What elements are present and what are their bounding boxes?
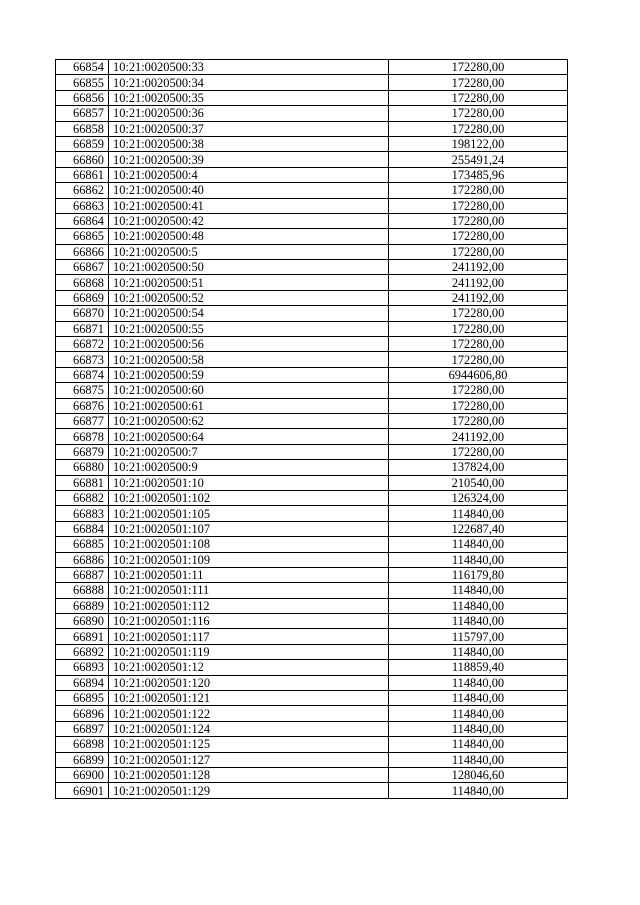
cadastral-number-cell: 10:21:0020500:41 bbox=[109, 198, 389, 213]
row-number-cell: 66894 bbox=[56, 675, 109, 690]
row-number-cell: 66863 bbox=[56, 198, 109, 213]
cadastral-number-cell: 10:21:0020501:107 bbox=[109, 521, 389, 536]
table-row bbox=[56, 552, 568, 567]
row-number-cell: 66862 bbox=[56, 183, 109, 198]
row-number-cell: 66881 bbox=[56, 475, 109, 490]
row-number-cell: 66896 bbox=[56, 706, 109, 721]
cadastral-number-cell: 10:21:0020501:105 bbox=[109, 506, 389, 521]
cadastral-number-cell: 10:21:0020501:11 bbox=[109, 567, 389, 582]
table-row bbox=[56, 260, 568, 275]
row-number-cell: 66897 bbox=[56, 721, 109, 736]
table-row bbox=[56, 737, 568, 752]
cadastral-value-cell: 6944606,80 bbox=[389, 367, 568, 382]
row-number-cell: 66856 bbox=[56, 90, 109, 105]
table-row bbox=[56, 183, 568, 198]
table-row bbox=[56, 660, 568, 675]
table-row bbox=[56, 244, 568, 259]
table-row bbox=[56, 460, 568, 475]
row-number-cell: 66888 bbox=[56, 583, 109, 598]
cadastral-value-cell: 172280,00 bbox=[389, 198, 568, 213]
row-number-cell: 66900 bbox=[56, 767, 109, 782]
cadastral-value-cell: 114840,00 bbox=[389, 721, 568, 736]
row-number-cell: 66901 bbox=[56, 783, 109, 798]
table-row bbox=[56, 567, 568, 582]
cadastral-value-cell: 114840,00 bbox=[389, 691, 568, 706]
row-number-cell: 66886 bbox=[56, 552, 109, 567]
cadastral-value-cell: 241192,00 bbox=[389, 260, 568, 275]
cadastral-number-cell: 10:21:0020500:5 bbox=[109, 244, 389, 259]
row-number-cell: 66887 bbox=[56, 567, 109, 582]
table-row bbox=[56, 60, 568, 75]
table-row bbox=[56, 598, 568, 613]
cadastral-number-cell: 10:21:0020500:62 bbox=[109, 413, 389, 428]
table-row bbox=[56, 614, 568, 629]
row-number-cell: 66870 bbox=[56, 306, 109, 321]
table-row bbox=[56, 721, 568, 736]
row-number-cell: 66859 bbox=[56, 136, 109, 151]
row-number-cell: 66876 bbox=[56, 398, 109, 413]
cadastral-number-cell: 10:21:0020501:116 bbox=[109, 614, 389, 629]
row-number-cell: 66885 bbox=[56, 537, 109, 552]
cadastral-value-cell: 172280,00 bbox=[389, 75, 568, 90]
row-number-cell: 66869 bbox=[56, 290, 109, 305]
cadastral-number-cell: 10:21:0020501:121 bbox=[109, 691, 389, 706]
cadastral-value-cell: 128046,60 bbox=[389, 767, 568, 782]
cadastral-number-cell: 10:21:0020501:127 bbox=[109, 752, 389, 767]
row-number-cell: 66878 bbox=[56, 429, 109, 444]
table-row bbox=[56, 290, 568, 305]
cadastral-number-cell: 10:21:0020501:119 bbox=[109, 644, 389, 659]
row-number-cell: 66899 bbox=[56, 752, 109, 767]
row-number-cell: 66880 bbox=[56, 460, 109, 475]
row-number-cell: 66860 bbox=[56, 152, 109, 167]
cadastral-number-cell: 10:21:0020500:51 bbox=[109, 275, 389, 290]
cadastral-number-cell: 10:21:0020501:111 bbox=[109, 583, 389, 598]
cadastral-value-cell: 114840,00 bbox=[389, 706, 568, 721]
table-body bbox=[56, 60, 568, 799]
row-number-cell: 66866 bbox=[56, 244, 109, 259]
cadastral-value-cell: 122687,40 bbox=[389, 521, 568, 536]
row-number-cell: 66867 bbox=[56, 260, 109, 275]
cadastral-value-cell: 114840,00 bbox=[389, 675, 568, 690]
table-row bbox=[56, 383, 568, 398]
cadastral-value-cell: 172280,00 bbox=[389, 229, 568, 244]
cadastral-value-cell: 114840,00 bbox=[389, 537, 568, 552]
cadastral-value-cell: 114840,00 bbox=[389, 614, 568, 629]
row-number-cell: 66893 bbox=[56, 660, 109, 675]
cadastral-value-cell: 172280,00 bbox=[389, 121, 568, 136]
row-number-cell: 66891 bbox=[56, 629, 109, 644]
cadastral-number-cell: 10:21:0020501:128 bbox=[109, 767, 389, 782]
cadastral-value-cell: 241192,00 bbox=[389, 275, 568, 290]
cadastral-number-cell: 10:21:0020500:40 bbox=[109, 183, 389, 198]
cadastral-number-cell: 10:21:0020501:109 bbox=[109, 552, 389, 567]
cadastral-value-cell: 241192,00 bbox=[389, 290, 568, 305]
cadastral-number-cell: 10:21:0020500:52 bbox=[109, 290, 389, 305]
row-number-cell: 66868 bbox=[56, 275, 109, 290]
row-number-cell: 66874 bbox=[56, 367, 109, 382]
table-row bbox=[56, 444, 568, 459]
table-row bbox=[56, 521, 568, 536]
table-row bbox=[56, 490, 568, 505]
cadastral-number-cell: 10:21:0020500:39 bbox=[109, 152, 389, 167]
cadastral-number-cell: 10:21:0020500:34 bbox=[109, 75, 389, 90]
cadastral-number-cell: 10:21:0020500:54 bbox=[109, 306, 389, 321]
cadastral-number-cell: 10:21:0020500:64 bbox=[109, 429, 389, 444]
row-number-cell: 66861 bbox=[56, 167, 109, 182]
table-row bbox=[56, 136, 568, 151]
cadastral-number-cell: 10:21:0020500:56 bbox=[109, 337, 389, 352]
cadastral-value-cell: 116179,80 bbox=[389, 567, 568, 582]
row-number-cell: 66883 bbox=[56, 506, 109, 521]
cadastral-number-cell: 10:21:0020501:125 bbox=[109, 737, 389, 752]
cadastral-value-cell: 172280,00 bbox=[389, 352, 568, 367]
cadastral-number-cell: 10:21:0020500:38 bbox=[109, 136, 389, 151]
cadastral-value-cell: 118859,40 bbox=[389, 660, 568, 675]
cadastral-value-cell: 241192,00 bbox=[389, 429, 568, 444]
row-number-cell: 66890 bbox=[56, 614, 109, 629]
table-row bbox=[56, 367, 568, 382]
cadastral-value-cell: 210540,00 bbox=[389, 475, 568, 490]
cadastral-value-cell: 172280,00 bbox=[389, 213, 568, 228]
cadastral-value-cell: 114840,00 bbox=[389, 598, 568, 613]
row-number-cell: 66889 bbox=[56, 598, 109, 613]
row-number-cell: 66882 bbox=[56, 490, 109, 505]
cadastral-value-cell: 172280,00 bbox=[389, 90, 568, 105]
table-row bbox=[56, 537, 568, 552]
table-row bbox=[56, 90, 568, 105]
cadastral-number-cell: 10:21:0020500:60 bbox=[109, 383, 389, 398]
row-number-cell: 66875 bbox=[56, 383, 109, 398]
cadastral-value-cell: 115797,00 bbox=[389, 629, 568, 644]
row-number-cell: 66895 bbox=[56, 691, 109, 706]
cadastral-number-cell: 10:21:0020501:108 bbox=[109, 537, 389, 552]
row-number-cell: 66864 bbox=[56, 213, 109, 228]
cadastral-value-cell: 172280,00 bbox=[389, 383, 568, 398]
cadastral-number-cell: 10:21:0020501:12 bbox=[109, 660, 389, 675]
cadastral-value-cell: 173485,96 bbox=[389, 167, 568, 182]
cadastral-number-cell: 10:21:0020501:122 bbox=[109, 706, 389, 721]
cadastral-number-cell: 10:21:0020500:37 bbox=[109, 121, 389, 136]
cadastral-value-cell: 114840,00 bbox=[389, 737, 568, 752]
row-number-cell: 66877 bbox=[56, 413, 109, 428]
table-row bbox=[56, 783, 568, 798]
table-row bbox=[56, 321, 568, 336]
row-number-cell: 66873 bbox=[56, 352, 109, 367]
cadastral-number-cell: 10:21:0020500:59 bbox=[109, 367, 389, 382]
cadastral-value-cell: 172280,00 bbox=[389, 60, 568, 75]
table-row bbox=[56, 691, 568, 706]
row-number-cell: 66884 bbox=[56, 521, 109, 536]
cadastral-value-cell: 114840,00 bbox=[389, 783, 568, 798]
cadastral-number-cell: 10:21:0020500:36 bbox=[109, 106, 389, 121]
table-row bbox=[56, 767, 568, 782]
table-row bbox=[56, 167, 568, 182]
table-row bbox=[56, 429, 568, 444]
cadastral-number-cell: 10:21:0020500:58 bbox=[109, 352, 389, 367]
table-row bbox=[56, 106, 568, 121]
table-row bbox=[56, 752, 568, 767]
table-row bbox=[56, 152, 568, 167]
row-number-cell: 66854 bbox=[56, 60, 109, 75]
cadastral-value-cell: 172280,00 bbox=[389, 398, 568, 413]
cadastral-number-cell: 10:21:0020501:129 bbox=[109, 783, 389, 798]
table-row bbox=[56, 306, 568, 321]
table-row bbox=[56, 337, 568, 352]
cadastral-number-cell: 10:21:0020501:112 bbox=[109, 598, 389, 613]
table-row bbox=[56, 506, 568, 521]
table-row bbox=[56, 75, 568, 90]
cadastral-number-cell: 10:21:0020500:48 bbox=[109, 229, 389, 244]
row-number-cell: 66858 bbox=[56, 121, 109, 136]
cadastral-number-cell: 10:21:0020500:35 bbox=[109, 90, 389, 105]
cadastral-value-cell: 137824,00 bbox=[389, 460, 568, 475]
row-number-cell: 66857 bbox=[56, 106, 109, 121]
cadastral-number-cell: 10:21:0020501:10 bbox=[109, 475, 389, 490]
cadastral-value-cell: 126324,00 bbox=[389, 490, 568, 505]
row-number-cell: 66871 bbox=[56, 321, 109, 336]
cadastral-number-cell: 10:21:0020500:42 bbox=[109, 213, 389, 228]
cadastral-value-cell: 172280,00 bbox=[389, 244, 568, 259]
table-row bbox=[56, 121, 568, 136]
cadastral-number-cell: 10:21:0020501:117 bbox=[109, 629, 389, 644]
cadastral-value-cell: 114840,00 bbox=[389, 752, 568, 767]
cadastral-value-cell: 172280,00 bbox=[389, 413, 568, 428]
table-row bbox=[56, 644, 568, 659]
cadastral-value-cell: 114840,00 bbox=[389, 552, 568, 567]
cadastral-value-cell: 172280,00 bbox=[389, 321, 568, 336]
cadastral-value-table bbox=[55, 59, 568, 799]
table-row bbox=[56, 583, 568, 598]
cadastral-value-cell: 198122,00 bbox=[389, 136, 568, 151]
table-row bbox=[56, 475, 568, 490]
table-row bbox=[56, 706, 568, 721]
table-row bbox=[56, 398, 568, 413]
row-number-cell: 66865 bbox=[56, 229, 109, 244]
row-number-cell: 66872 bbox=[56, 337, 109, 352]
cadastral-value-cell: 114840,00 bbox=[389, 644, 568, 659]
row-number-cell: 66855 bbox=[56, 75, 109, 90]
cadastral-value-cell: 172280,00 bbox=[389, 183, 568, 198]
table-row bbox=[56, 229, 568, 244]
cadastral-number-cell: 10:21:0020500:33 bbox=[109, 60, 389, 75]
cadastral-value-cell: 172280,00 bbox=[389, 337, 568, 352]
cadastral-value-cell: 255491,24 bbox=[389, 152, 568, 167]
cadastral-number-cell: 10:21:0020501:120 bbox=[109, 675, 389, 690]
table-row bbox=[56, 675, 568, 690]
table-row bbox=[56, 413, 568, 428]
cadastral-value-cell: 114840,00 bbox=[389, 506, 568, 521]
cadastral-number-cell: 10:21:0020501:124 bbox=[109, 721, 389, 736]
cadastral-number-cell: 10:21:0020500:55 bbox=[109, 321, 389, 336]
cadastral-number-cell: 10:21:0020500:9 bbox=[109, 460, 389, 475]
row-number-cell: 66898 bbox=[56, 737, 109, 752]
cadastral-value-cell: 172280,00 bbox=[389, 444, 568, 459]
cadastral-value-cell: 172280,00 bbox=[389, 106, 568, 121]
cadastral-number-cell: 10:21:0020501:102 bbox=[109, 490, 389, 505]
table-row bbox=[56, 198, 568, 213]
cadastral-number-cell: 10:21:0020500:61 bbox=[109, 398, 389, 413]
cadastral-number-cell: 10:21:0020500:7 bbox=[109, 444, 389, 459]
row-number-cell: 66879 bbox=[56, 444, 109, 459]
row-number-cell: 66892 bbox=[56, 644, 109, 659]
table-row bbox=[56, 629, 568, 644]
table-row bbox=[56, 352, 568, 367]
cadastral-value-cell: 172280,00 bbox=[389, 306, 568, 321]
cadastral-number-cell: 10:21:0020500:4 bbox=[109, 167, 389, 182]
table-row bbox=[56, 275, 568, 290]
cadastral-number-cell: 10:21:0020500:50 bbox=[109, 260, 389, 275]
table-row bbox=[56, 213, 568, 228]
cadastral-value-cell: 114840,00 bbox=[389, 583, 568, 598]
